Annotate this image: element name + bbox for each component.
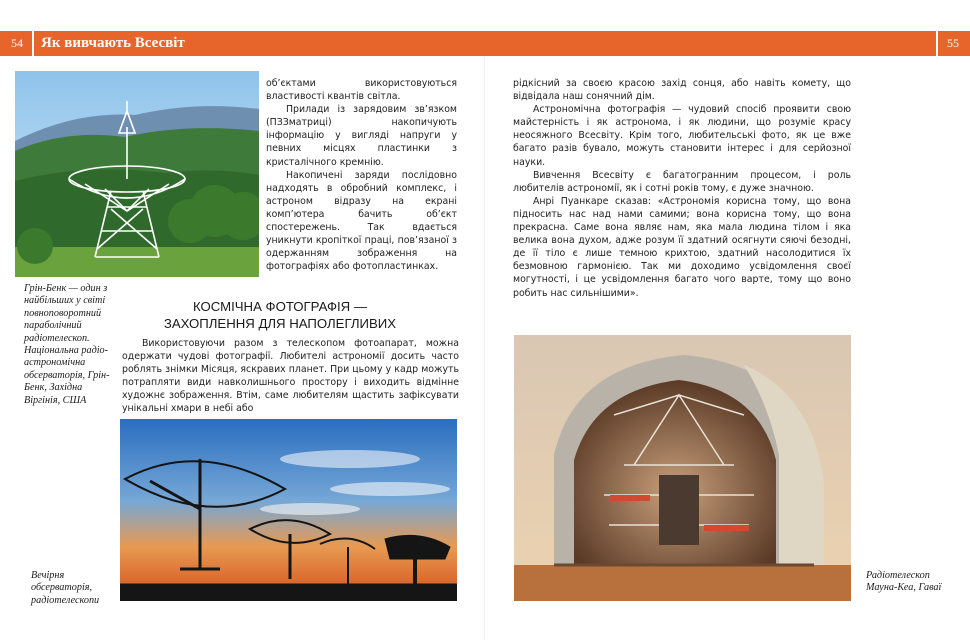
evening-observatory-photo bbox=[120, 419, 457, 601]
green-bank-telescope-photo bbox=[15, 71, 259, 277]
right-page-number: 55 bbox=[936, 31, 970, 56]
section-heading-line2: ЗАХОПЛЕННЯ ДЛЯ НАПОЛЕГЛИВИХ bbox=[163, 315, 397, 331]
left-page-number: 54 bbox=[0, 31, 34, 56]
section-heading-line1: КОСМІЧНА ФОТОГРАФІЯ — bbox=[192, 299, 368, 314]
section-heading bbox=[150, 299, 410, 332]
page-gutter bbox=[484, 56, 485, 640]
chapter-title: Як вивчають Всесвіт bbox=[41, 35, 185, 51]
paragraph: рідкісний за своєю красою захід сонця, або навіть комету, що відвідала наш сонячний дім. bbox=[513, 78, 851, 103]
caption-evening-observatory: Вечірня обсерваторія, радіотелескопи bbox=[31, 570, 100, 606]
paragraph: Анрі Пуанкаре сказав: «Астрономія корисна тому, що вона підносить нас над нами самими; вона корисна тому, що вона прекрасна. Саме вона являє нам, яка мала людина тілом і яка велика вона духом, адже розум її здатний осягнути сяючі безодні, де її тіло є лише темною крихтою, здатний насолодитися їх безмовною гармонією. Так ми доходимо усвідомлення своєї могутності, і це усвідомлення багато чого варте, тому що воно робить нас сильнішими». bbox=[513, 195, 851, 299]
paragraph: Прилади із зарядовим зв’язком (ПЗЗматриці) накопичують інформацію у вигляді напруги у певних місцях пластинки з кристалічного кремнію. bbox=[266, 104, 457, 168]
left-top-text bbox=[266, 77, 457, 273]
paragraph: Вивчення Всесвіту є багатогранним процесом, і роль любителів астрономії, як і сотні років тому, є дуже значною. bbox=[513, 169, 851, 194]
paragraph: Використовуючи разом з телескопом фотоапарат, можна одержати чудові фотографії. Любителі астрономії досить часто роблять знімки Місяця, яскравих планет. При цьому у кадр можуть потрапляти види навколишнього простору і виходить відмінне художнє зображення. Втім, саме любителям щастить зафіксувати унікальні хмари в небі або bbox=[122, 338, 459, 415]
paragraph: об’єктами використовуються властивості квантів світла. bbox=[266, 78, 457, 103]
section-text bbox=[122, 337, 459, 416]
caption-green-bank: Грін-Бенк — один з найбільших у світі повноповоротний параболічний радіотелескоп. Національна радіо-астрономічна обсерваторія, Грін-Бенк, Західна Віргінія, США bbox=[24, 283, 110, 406]
caption-mauna-kea: Радіотелескоп Мауна-Кеа, Гаваї bbox=[866, 570, 942, 594]
mauna-kea-telescope-photo bbox=[514, 335, 851, 601]
paragraph: Накопичені заряди послідовно надходять в обробний комплекс, і астроном відразу на екрані комп’ютера бачить об’єкт спостережень. Так вдається уникнути кропіткої праці, пов’язаної з одержанням зображення на фотографіях або фотопластинках. bbox=[266, 169, 457, 273]
right-text bbox=[513, 77, 851, 300]
paragraph: Астрономічна фотографія — чудовий спосіб проявити свою майстерність і як астронома, і як людини, що розуміє красу неосяжного Всесвіту. Крім того, любительські фото, як це вже багато разів бувало, можуть становити інтерес і для серйозної науки. bbox=[513, 104, 851, 168]
